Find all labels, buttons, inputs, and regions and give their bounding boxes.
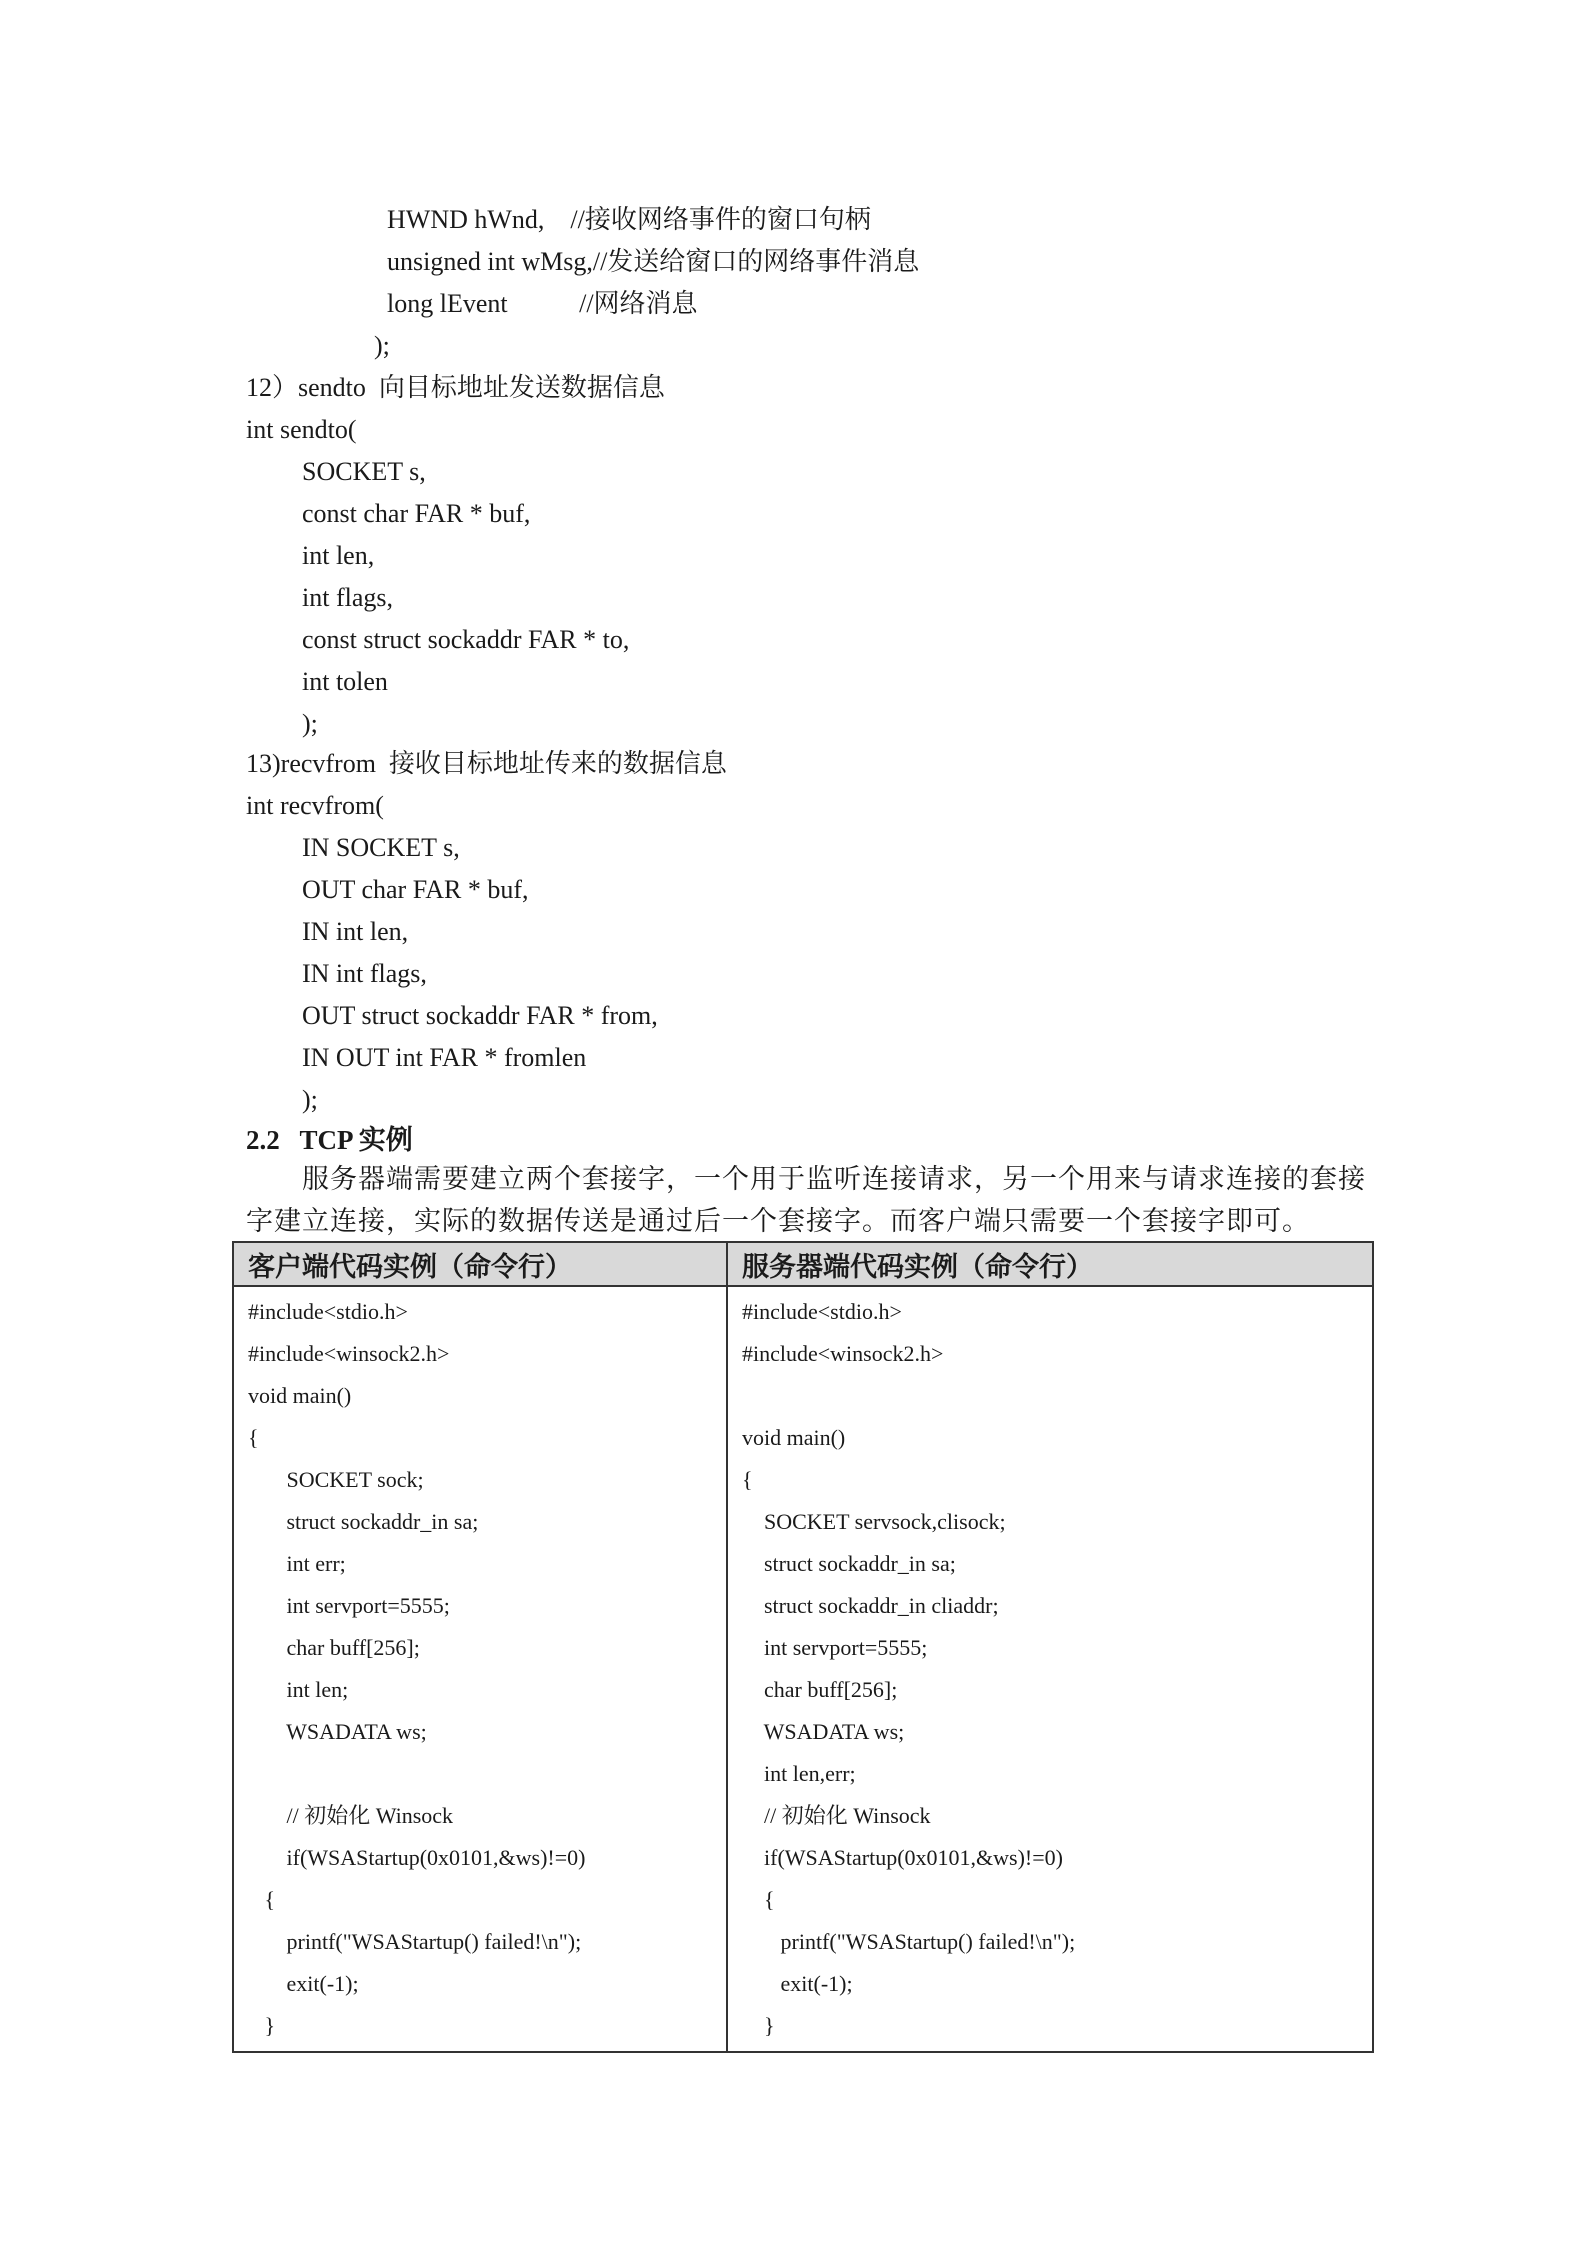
code-line: int len,err; bbox=[742, 1761, 856, 1786]
recvfrom-param: OUT struct sockaddr FAR * from, bbox=[302, 1001, 658, 1030]
code-line: // 初始化 Winsock bbox=[248, 1803, 454, 1828]
code-line: #include<winsock2.h> bbox=[742, 1341, 944, 1366]
sendto-param: int len, bbox=[302, 541, 375, 570]
code-line: HWND hWnd, //接收网络事件的窗口句柄 bbox=[387, 205, 871, 234]
code-line: char buff[256]; bbox=[248, 1635, 420, 1660]
section-paragraph bbox=[246, 1158, 1376, 1242]
recvfrom-param: IN int len, bbox=[302, 917, 409, 946]
recvfrom-param: IN SOCKET s, bbox=[302, 833, 460, 862]
code-line: struct sockaddr_in sa; bbox=[248, 1509, 479, 1534]
client-code-cell bbox=[233, 1286, 727, 2052]
section-title: 2.2 TCP 实例 bbox=[246, 1125, 413, 1155]
sendto-param: int tolen bbox=[302, 667, 388, 696]
code-comparison-table bbox=[232, 1241, 1374, 2053]
code-line: SOCKET sock; bbox=[248, 1467, 424, 1492]
code-line: printf("WSAStartup() failed!\n"); bbox=[742, 1929, 1076, 1954]
code-line: #include<stdio.h> bbox=[248, 1299, 408, 1324]
sendto-param: SOCKET s, bbox=[302, 457, 426, 486]
recvfrom-signature: int recvfrom( bbox=[246, 791, 384, 820]
code-line: SOCKET servsock,clisock; bbox=[742, 1509, 1006, 1534]
sendto-signature: int sendto( bbox=[246, 415, 357, 444]
code-line: void main() bbox=[742, 1425, 846, 1450]
recvfrom-param: OUT char FAR * buf, bbox=[302, 875, 529, 904]
code-line: if(WSAStartup(0x0101,&ws)!=0) bbox=[742, 1845, 1063, 1870]
code-line: { bbox=[248, 1887, 276, 1912]
code-line: // 初始化 Winsock bbox=[742, 1803, 931, 1828]
code-line bbox=[248, 1753, 712, 1795]
code-line: { bbox=[742, 1887, 775, 1912]
code-line: #include<winsock2.h> bbox=[248, 1341, 450, 1366]
code-line: if(WSAStartup(0x0101,&ws)!=0) bbox=[248, 1845, 586, 1870]
code-line: unsigned int wMsg,//发送给窗口的网络事件消息 bbox=[387, 247, 920, 276]
code-line: exit(-1); bbox=[742, 1971, 853, 1996]
recvfrom-param: ); bbox=[302, 1085, 318, 1114]
sendto-param: ); bbox=[302, 709, 318, 738]
sendto-param: int flags, bbox=[302, 583, 393, 612]
code-line: char buff[256]; bbox=[742, 1677, 898, 1702]
code-line: struct sockaddr_in sa; bbox=[742, 1551, 956, 1576]
code-line: { bbox=[248, 1425, 259, 1450]
code-line: int servport=5555; bbox=[742, 1635, 928, 1660]
recvfrom-param: IN int flags, bbox=[302, 959, 427, 988]
recvfrom-param: IN OUT int FAR * fromlen bbox=[302, 1043, 587, 1072]
code-line: int len; bbox=[248, 1677, 349, 1702]
code-line: long lEvent //网络消息 bbox=[387, 289, 698, 318]
sendto-param: const char FAR * buf, bbox=[302, 499, 531, 528]
code-line: ); bbox=[374, 331, 390, 360]
code-line: exit(-1); bbox=[248, 1971, 359, 1996]
client-column-header: 客户端代码实例（命令行） bbox=[233, 1242, 727, 1286]
code-line: int err; bbox=[248, 1551, 346, 1576]
code-line: } bbox=[248, 2013, 276, 2038]
code-line bbox=[742, 1375, 1358, 1417]
code-line: WSADATA ws; bbox=[248, 1719, 427, 1744]
sendto-heading: 12）sendto 向目标地址发送数据信息 bbox=[246, 373, 665, 402]
server-column-header: 服务器端代码实例（命令行） bbox=[727, 1242, 1373, 1286]
sendto-param: const struct sockaddr FAR * to, bbox=[302, 625, 630, 654]
code-line: struct sockaddr_in cliaddr; bbox=[742, 1593, 999, 1618]
code-line: } bbox=[742, 2013, 775, 2038]
server-code-cell bbox=[727, 1286, 1373, 2052]
code-line: #include<stdio.h> bbox=[742, 1299, 902, 1324]
code-line: { bbox=[742, 1467, 753, 1492]
paragraph-text: 服务器端需要建立两个套接字，一个用于监听连接请求，另一个用来与请求连接的套接字建立连接，实际的数据传送是通过后一个套接字。而客户端只需要一个套接字即可。 bbox=[246, 1164, 1366, 1236]
table-row bbox=[233, 1286, 1373, 2052]
recvfrom-heading: 13)recvfrom 接收目标地址传来的数据信息 bbox=[246, 749, 727, 778]
code-line: printf("WSAStartup() failed!\n"); bbox=[248, 1929, 582, 1954]
code-line: WSADATA ws; bbox=[742, 1719, 905, 1744]
table-header-row bbox=[233, 1242, 1373, 1286]
code-line: int servport=5555; bbox=[248, 1593, 450, 1618]
code-line: void main() bbox=[248, 1383, 352, 1408]
